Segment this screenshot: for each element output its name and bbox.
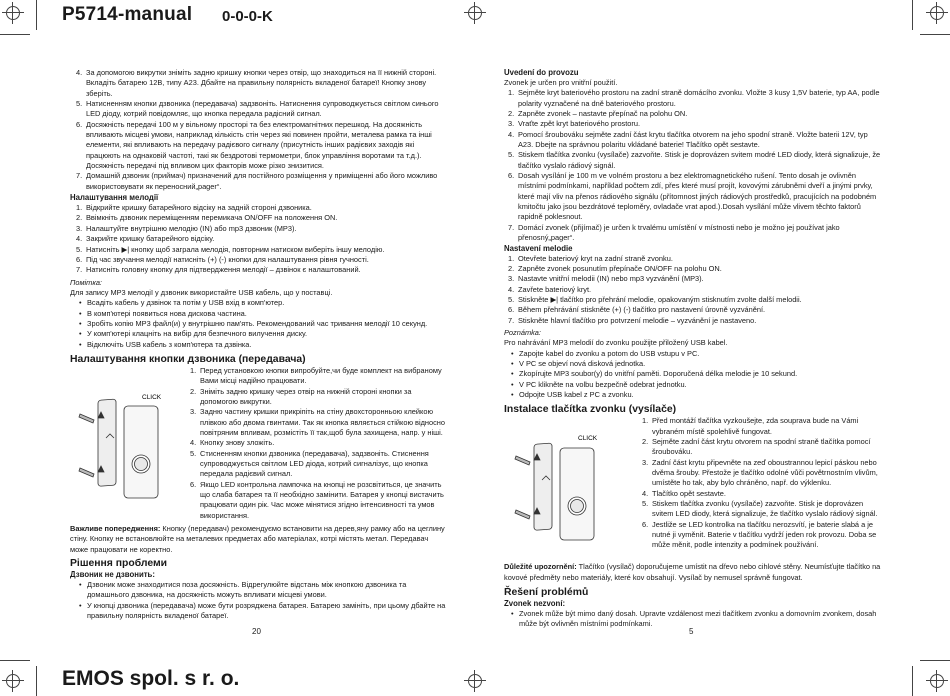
list-item: 5. Стисненням кнопки дзвоника (передавача), задзвоніть. Стиснення супроводжується світлом LED діода, котрий сигналізує, що кнопка передала радієвий сигнал. [190, 448, 429, 479]
melody-heading: Nastavení melodie [504, 243, 573, 253]
melody-heading: Налаштування мелодії [70, 193, 159, 203]
list-item: 6. Dosah vysílání je 100 m ve volném prostoru a bez elektromagnetického rušení. Tento dosah je ovlivněn místními podmínkami, například počtem zdí, přes které musí projít, kovovými zárubněmi dveří a jinými prvky, které mají vliv na přenos rádiového signálu (přítomnost jiných rádiových prostředků, pracujících na podobném kmitočtu jako jsou bezdrátové teploměry, ovladače vrat apod.).Dosah vysílání může vlivem těchto faktorů rapidně poklesnout. [508, 171, 877, 222]
registration-mark-top-center [464, 2, 486, 24]
registration-mark-top-left [2, 2, 24, 24]
list-item: 6. Під час звучання мелодії натисніть (+) (-) кнопки для налаштування рівня гучності. [76, 254, 369, 264]
list-item: 4. За допомогою викрутки зніміть задню кришку кнопки через отвір, що знаходиться на її нижній стороні. Вкладіть батарею 12В, типу А23. Дбайте на правильну полярність вкладеної батареї! Кнопку знову зберіть. [76, 68, 437, 98]
list-item: 1. Otevřete bateriový kryt na zadní straně zvonku. [508, 253, 673, 263]
crop-line [36, 666, 37, 696]
melody-list [504, 254, 882, 326]
crop-line [912, 666, 913, 696]
warning-paragraph: Důležité upozornění: Tlačítko (vysílač) doporučujeme umístit na dřevo nebo cihlové stěny. Neumísťujte tlačítko na kovové předměty nebo materiály, které kov obsahují. Vysílač by nemusel správně fungovat. [504, 562, 881, 582]
warning-paragraph: Важливе попередження: Кнопку (передавач) рекомендуємо встановити на дерев,яну рамку або на цеглину стіну. Кнопку не встановлюйте на металевих предметах або матеріалах, котрі містять метал. Передавач може працювати не коректно. [70, 523, 445, 554]
document-code: 0-0-0-K [222, 8, 273, 25]
click-label: CLICK [142, 393, 162, 401]
note-list [504, 349, 882, 401]
list-item: • Zapojte kabel do zvonku a potom do USB vstupu v PC. [508, 349, 882, 359]
list-item: • Зробіть копію MP3 файл(и) у внутрішню пам'ять. Рекомендований час тривання мелодії 10 секунд. [76, 319, 448, 329]
note-list [70, 298, 448, 350]
list-item: 6. Během přehrávání stiskněte (+) (-) tlačítko pro nastavení úrovně vyzvánění. [508, 305, 766, 315]
list-item: 5. Stiskem tlačítka zvonku (vysílače) zazvoňte. Stisk je doprovázen svitem modré LED diody, která signalizuje, že tlačítko vyslalo rádiový signál. [508, 150, 881, 170]
no-ring-heading: Дзвоник не дзвонить: [70, 569, 155, 579]
list-item: 3. Zadní část krytu připevněte na zeď oboustrannou lepicí páskou nebo dvěma šrouby. Přestože je tlačítko odolné vůči povětrnostním vlivům, umístěte ho tak, aby bylo chráněno, např. do výklenku. [642, 457, 878, 488]
list-item: • У кнопці дзвоника (передавача) може бути розряджена батарея. Батарею замініть, при цьому дбайте на правильну полярність вкладеної батареї. [76, 601, 448, 622]
list-item: • Всадіть кабель у дзвінок та потім у USB вхід в комп'ютер. [76, 298, 448, 308]
solutions-heading: Рішення проблеми [70, 557, 168, 569]
list-item: 4. Zavřete bateriový kryt. [508, 284, 592, 294]
start-intro: Zvonek je určen pro vnitřní použití. [504, 78, 618, 87]
list-item: • V PC se objeví nová disková jednotka. [508, 359, 882, 369]
list-item: • Zvonek může být mimo daný dosah. Upravte vzdálenost mezi tlačítkem zvonku a domovním zvonkem, dosah může být ovlivněn místními podmínkami. [508, 609, 882, 630]
note-label: Помітка: [70, 277, 102, 287]
registration-mark-bottom-right [926, 670, 948, 692]
list-item: 5. Stiskněte ▶| tlačítko pro přehrání melodie, opakovaným stisknutím zvolte další melodii. [508, 294, 802, 304]
list-item: 4. Закрийте кришку батарейного відсіку. [76, 234, 215, 244]
page-number-left: 20 [252, 627, 261, 636]
list-item: 1. Před montáží tlačítka vyzkoušejte, zda souprava bude na Vámi vybraném místě spolehlivě fungovat. [642, 416, 859, 436]
list-item: • В комп'ютері появиться нова дискова частина. [76, 309, 448, 319]
no-ring-heading: Zvonek nezvoní: [504, 599, 566, 608]
list-item: 7. Натисніть головну кнопку для підтвердження мелодії – дзвінок є налаштований. [76, 265, 361, 275]
list-item: 2. Зніміть задню кришку через отвір на нижній стороні кнопки за допомогою викрутки. [190, 386, 412, 406]
solutions-heading: Řešení problémů [504, 587, 589, 598]
doorbell-button-illustration [510, 420, 622, 550]
list-item: 2. Sejměte zadní část krytu otvorem na spodní straně tlačítka pomocí šroubováku. [642, 437, 871, 457]
list-item: 5. Натисненням кнопки дзвоника (передавача) задзвоніть. Натиснення супроводжується світлом синього LED діоду, котрий повідомляє, що кнопка передала радісний сигнал. [76, 99, 439, 119]
registration-mark-bottom-center [464, 670, 486, 692]
button-setup-section [504, 416, 882, 562]
crop-line [912, 0, 913, 30]
document-title: P5714-manual [62, 4, 193, 25]
left-page [70, 68, 448, 621]
list-item: 7. Домашній дзвоник (приймач) призначений для постійного розміщення у приміщенні або його можливо використовувати як переносний„pager“. [76, 171, 438, 191]
list-item: 7. Stiskněte hlavní tlačítko pro potvrzení melodie – vyzvánění je nastaveno. [508, 315, 757, 325]
page-number-right: 5 [689, 627, 694, 636]
crop-line [0, 34, 30, 35]
list-item: 6. Досяжність передачі 100 м у вільному просторі та без електромагнітних перешкод. На досяжність впливають місцеві умови, наприклад кількість стін через які повинен пройти, металева рамка та інші елементи, які впливають на передачу радієвого сигналу (присутність інших радієвих заходів які працюють на однаковій частоті, такі як бездротові термометри, блок управління воротами та т.д.). Досяжність передачі під впливом цих факторів може різко знизитися. [76, 119, 432, 171]
crop-line [920, 34, 950, 35]
list-item: 3. Nastavte vnitřní melodii (IN) nebo mp3 vyzvánění (MP3). [508, 274, 704, 284]
list-item: 1. Відкрийте кришку батарейного відсіку на задній стороні дзвоника. [76, 203, 312, 213]
list-item: 3. Vraťte zpět kryt bateriového prostoru. [508, 119, 641, 129]
list-item: 4. Tlačítko opět sestavte. [642, 488, 726, 498]
list-item: • Відключіть USB кабель з комп'ютера та дзвінка. [76, 340, 448, 350]
start-heading: Uvedení do provozu [504, 68, 579, 77]
list-item: • Zkopírujte MP3 soubor(y) do vnitřní paměti. Doporučená délka melodie je 10 sekund. [508, 369, 882, 379]
right-page [504, 68, 882, 630]
list-item: 2. Ввімкніть дзвоник переміщенням перемикача ON/OFF на положення ON. [76, 213, 338, 223]
melody-list [70, 203, 448, 275]
list-item: 6. Jestliže se LED kontrolka na tlačítku nerozsvítí, je baterie slabá a je nutné ji vyměnit. Baterie v tlačítku vydrží jeden rok provozu. Doba se může měnit, podle intenzity a podmínek používání. [642, 519, 877, 550]
crop-line [36, 0, 37, 30]
button-steps-list [642, 416, 882, 550]
list-item: • У комп'ютері клацніть на вибір для безпечного вилучення диску. [76, 329, 448, 339]
company-footer: EMOS spol. s r. o. [62, 667, 240, 690]
list-item: 4. Кнопку знову зложіть. [190, 438, 275, 448]
list-item: 1. Sejměte kryt bateriového prostoru na zadní straně domácího zvonku. Vložte 3 kusy 1,5V baterie, typ AA, podle polarity vyznačené na dně bateriového prostoru. [508, 88, 880, 108]
list-item: 6. Якщо LED контрольна лампочка на кнопці не розсвітиться, це значить що слаба батарея та її необхідно замінити. Батарея у кнопці вистачить працювати один рік. Час може мінятися згідно інтенсивності та умов використання. [190, 479, 444, 520]
list-item: 4. Pomocí šroubováku sejměte zadní část krytu tlačítka otvorem na jeho spodní straně. Vložte baterii 12V, typ A23. Dbejte na správnou polaritu vkládané baterie! Tlačítko opět sestavte. [508, 129, 868, 150]
registration-mark-top-right [926, 2, 948, 24]
list-item: 2. Zapněte zvonek posunutím přepínače ON/OFF na polohu ON. [508, 263, 722, 273]
button-setup-heading: Налаштування кнопки дзвоника (передавача) [70, 353, 306, 365]
start-list [504, 88, 882, 243]
list-item: 1. Перед установкою кнопки випробуйте,чи буде комплект на вибраному Вами місці надійно працювати. [190, 365, 442, 386]
list-item: 5. Натисніть ▶| кнопку щоб заграла мелодія, повторним натиском виберіть іншу мелодію. [76, 244, 385, 254]
button-steps-list [190, 366, 446, 521]
crop-line [920, 660, 950, 661]
list-item: • V PC klikněte na volbu bezpečně odebrat jednotku. [508, 380, 882, 390]
list-item: 3. Налаштуйте внутрішню мелодію (IN) або mp3 дзвоник (MP3). [76, 223, 297, 233]
list-item: 7. Domácí zvonek (přijímač) je určen k trvalému umístění v místnosti nebo je možno jej používat jako přenosný„pager“. [508, 222, 840, 243]
list-item: 5. Stiskem tlačítka zvonku (vysílače) zazvoňte. Stisk je doprovázen svitem LED diody, která signalizuje, že tlačítko vyslalo rádiový signál. [642, 499, 878, 519]
button-setup-heading: Instalace tlačítka zvonku (vysílače) [504, 404, 677, 416]
list-item: • Дзвоник може знаходитися поза досяжність. Відрегулюйте відстань між кнопкою дзвоника та домашнього дзвоника, на досяжність можуть впливати місцеві умови. [76, 580, 448, 601]
button-setup-section [70, 366, 448, 524]
note-label: Poznámka: [504, 327, 541, 337]
crop-line [0, 660, 30, 661]
left-intro-list [70, 68, 448, 192]
click-label: CLICK [578, 435, 598, 443]
no-ring-list [70, 580, 448, 621]
note-intro: Pro nahrávání MP3 melodií do zvonku použijte přiložený USB kabel. [504, 338, 728, 348]
list-item: 2. Zapněte zvonek – nastavte přepínač na polohu ON. [508, 109, 688, 119]
list-item: • Odpojte USB kabel z PC a zvonku. [508, 390, 882, 400]
note-intro: Для запису MP3 мелодії у дзвоник використайте USB кабель, що у поставці. [70, 287, 333, 297]
list-item: 3. Задню частину кришки прикріпіть на стіну двохсторонньою клейкою плівкою або двома гвинтами. Так як кнопка являється стійкою відносно повітряним впливам, розмістіть її так,щоб була захищена, напр. у ніші. [190, 407, 446, 437]
doorbell-button-illustration [74, 372, 186, 502]
registration-mark-bottom-left [2, 670, 24, 692]
